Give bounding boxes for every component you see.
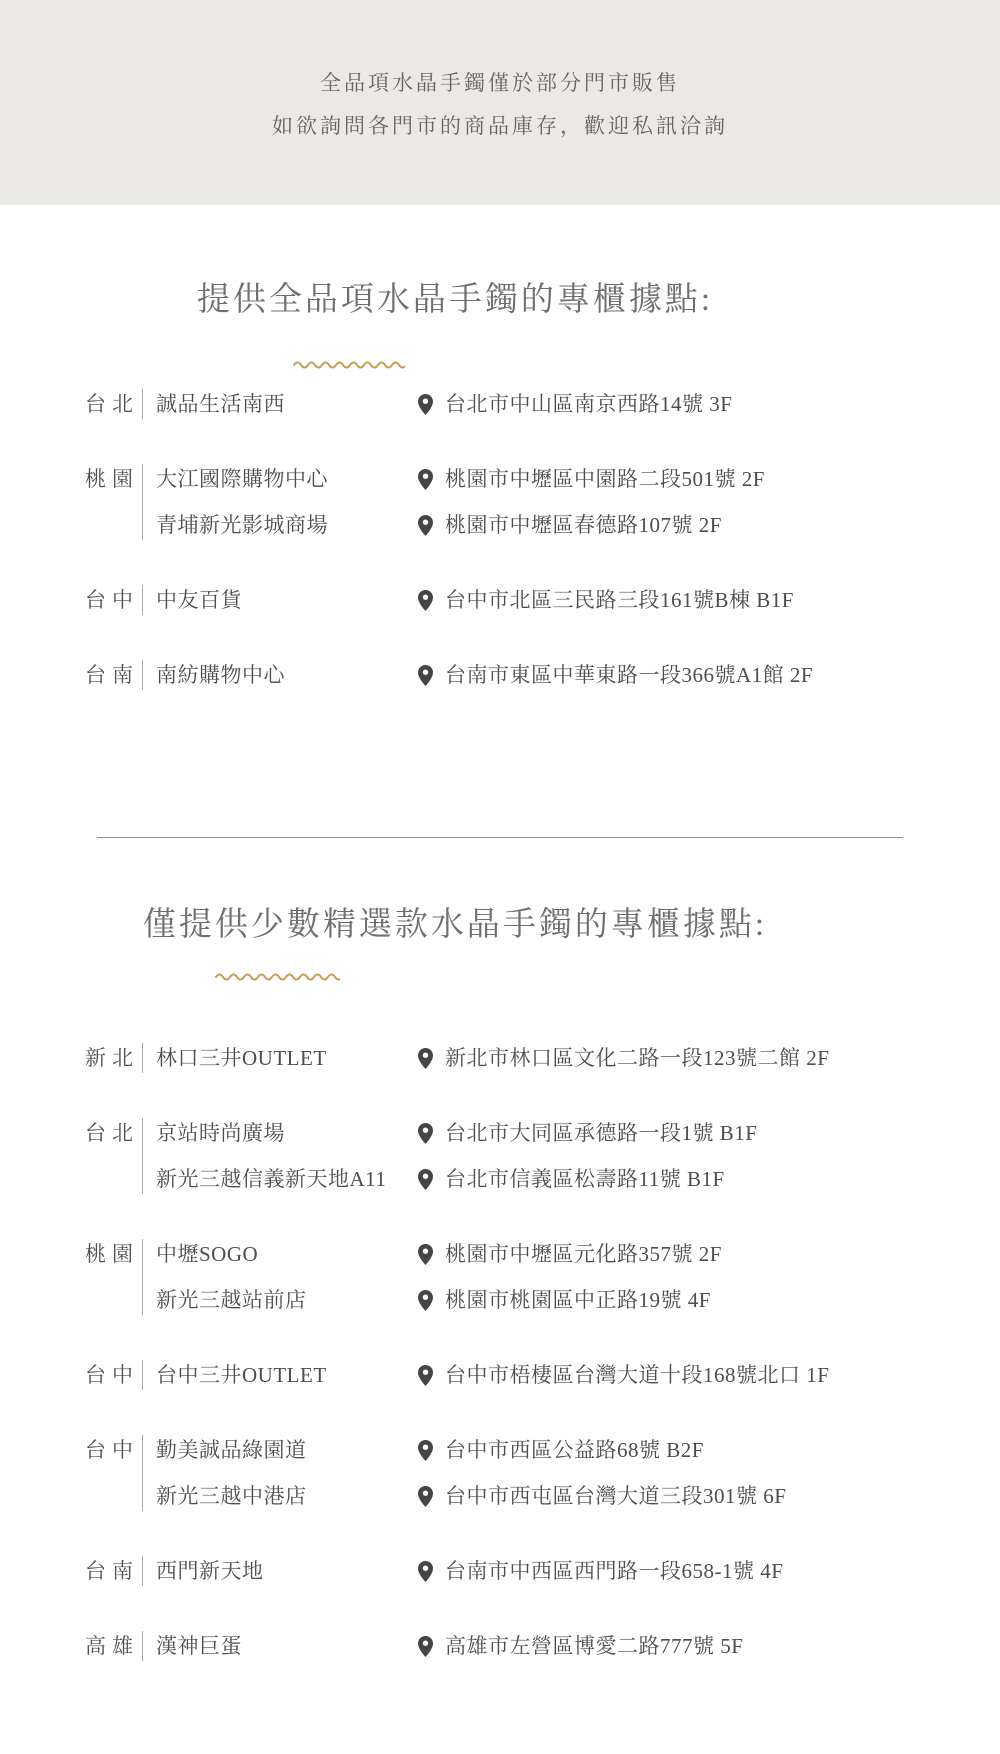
- store-entries: [142, 1118, 910, 1194]
- store-row: [156, 1285, 910, 1315]
- city-label: 桃園: [85, 467, 133, 491]
- store-row: [156, 1239, 910, 1269]
- map-pin-icon: [418, 590, 433, 611]
- store-address: 台北市大同區承德路一段1號 B1F: [445, 1121, 758, 1145]
- city-label: 高雄: [85, 1634, 133, 1658]
- store-name: 台中三井OUTLET: [156, 1363, 327, 1387]
- store-list: [0, 1043, 910, 1661]
- store-address: 台南市中西區西門路一段658-1號 4F: [445, 1559, 784, 1583]
- store-address: 桃園市中壢區元化路357號 2F: [445, 1242, 722, 1266]
- map-pin-icon: [418, 1365, 433, 1386]
- store-address: 台北市信義區松壽路11號 B1F: [445, 1167, 725, 1191]
- store-row: [156, 1164, 910, 1194]
- map-pin-icon: [418, 1169, 433, 1190]
- store-address: 台北市中山區南京西路14號 3F: [445, 392, 733, 416]
- store-name: 勤美誠品綠園道: [156, 1438, 307, 1462]
- store-entries: [142, 389, 910, 419]
- store-row: [156, 1481, 910, 1511]
- wavy-underline-decoration: [293, 359, 405, 369]
- city-group: [85, 1435, 910, 1511]
- section-divider: [97, 837, 903, 838]
- store-address: 台南市東區中華東路一段366號A1館 2F: [445, 663, 814, 687]
- store-entries: [142, 1360, 910, 1390]
- store-row: [156, 1360, 910, 1390]
- map-pin-icon: [418, 1290, 433, 1311]
- city-label: 台北: [85, 392, 133, 416]
- store-name: 漢神巨蛋: [156, 1634, 242, 1658]
- store-entries: [142, 1043, 910, 1073]
- store-row: [156, 1631, 910, 1661]
- store-name: 南紡購物中心: [156, 663, 285, 687]
- store-sections: [0, 279, 910, 1661]
- city-group: [85, 585, 910, 615]
- store-row: [156, 464, 910, 494]
- city-group: [85, 1556, 910, 1586]
- store-name: 新光三越站前店: [156, 1288, 307, 1312]
- store-entries: [142, 464, 910, 540]
- city-label: 台北: [85, 1121, 133, 1145]
- store-name: 林口三井OUTLET: [156, 1046, 327, 1070]
- map-pin-icon: [418, 1486, 433, 1507]
- city-group: [85, 1631, 910, 1661]
- store-address: 台中市北區三民路三段161號B棟 B1F: [445, 588, 794, 612]
- section-title: 提供全品項水晶手鐲的專櫃據點:: [196, 282, 714, 318]
- store-list: [0, 389, 910, 690]
- city-label: 台南: [85, 1559, 133, 1583]
- store-address: 新北市林口區文化二路一段123號二館 2F: [445, 1046, 830, 1070]
- city-group: [85, 1360, 910, 1390]
- city-group: [85, 389, 910, 419]
- store-name: 中友百貨: [156, 588, 242, 612]
- city-label: 新北: [85, 1046, 133, 1070]
- store-name: 新光三越中港店: [156, 1484, 307, 1508]
- section: [0, 279, 910, 690]
- store-row: [156, 510, 910, 540]
- store-entries: [142, 660, 910, 690]
- store-entries: [142, 1631, 910, 1661]
- store-name: 中壢SOGO: [156, 1242, 259, 1266]
- section: [0, 904, 910, 1661]
- store-entries: [142, 1556, 910, 1586]
- store-entries: [142, 1239, 910, 1315]
- city-group: [85, 1239, 910, 1315]
- store-name: 大江國際購物中心: [156, 467, 328, 491]
- map-pin-icon: [418, 1048, 433, 1069]
- store-address: 台中市西屯區台灣大道三段301號 6F: [445, 1484, 787, 1508]
- city-group: [85, 1043, 910, 1073]
- city-label: 台中: [85, 588, 133, 612]
- store-address: 桃園市桃園區中正路19號 4F: [445, 1288, 711, 1312]
- store-row: [156, 389, 910, 419]
- notice-line-2: 如欲詢問各門市的商品庫存，歡迎私訊洽詢: [272, 114, 728, 138]
- city-group: [85, 1118, 910, 1194]
- map-pin-icon: [418, 515, 433, 536]
- store-address: 桃園市中壢區春德路107號 2F: [445, 513, 722, 537]
- store-name: 青埔新光影城商場: [156, 513, 328, 537]
- map-pin-icon: [418, 665, 433, 686]
- section-title: 僅提供少數精選款水晶手鐲的專櫃據點:: [142, 907, 768, 943]
- map-pin-icon: [418, 1123, 433, 1144]
- city-group: [85, 660, 910, 690]
- wavy-underline-decoration: [215, 971, 340, 981]
- store-name: 西門新天地: [156, 1559, 264, 1583]
- store-address: 台中市西區公益路68號 B2F: [445, 1438, 704, 1462]
- map-pin-icon: [418, 1244, 433, 1265]
- store-row: [156, 1043, 910, 1073]
- city-label: 桃園: [85, 1242, 133, 1266]
- store-row: [156, 585, 910, 615]
- map-pin-icon: [418, 1561, 433, 1582]
- city-group: [85, 464, 910, 540]
- store-address: 桃園市中壢區中園路二段501號 2F: [445, 467, 765, 491]
- notice-line-1: 全品項水晶手鐲僅於部分門市販售: [320, 71, 680, 95]
- map-pin-icon: [418, 1636, 433, 1657]
- city-label: 台中: [85, 1363, 133, 1387]
- map-pin-icon: [418, 469, 433, 490]
- store-row: [156, 660, 910, 690]
- store-address: 台中市梧棲區台灣大道十段168號北口 1F: [445, 1363, 830, 1387]
- notice-banner: [0, 0, 1000, 205]
- store-entries: [142, 585, 910, 615]
- map-pin-icon: [418, 394, 433, 415]
- store-name: 誠品生活南西: [156, 392, 285, 416]
- store-name: 新光三越信義新天地A11: [156, 1167, 387, 1191]
- city-label: 台南: [85, 663, 133, 687]
- city-label: 台中: [85, 1438, 133, 1462]
- store-row: [156, 1118, 910, 1148]
- store-row: [156, 1556, 910, 1586]
- store-address: 高雄市左營區博愛二路777號 5F: [445, 1634, 744, 1658]
- store-entries: [142, 1435, 910, 1511]
- store-row: [156, 1435, 910, 1465]
- store-name: 京站時尚廣場: [156, 1121, 285, 1145]
- map-pin-icon: [418, 1440, 433, 1461]
